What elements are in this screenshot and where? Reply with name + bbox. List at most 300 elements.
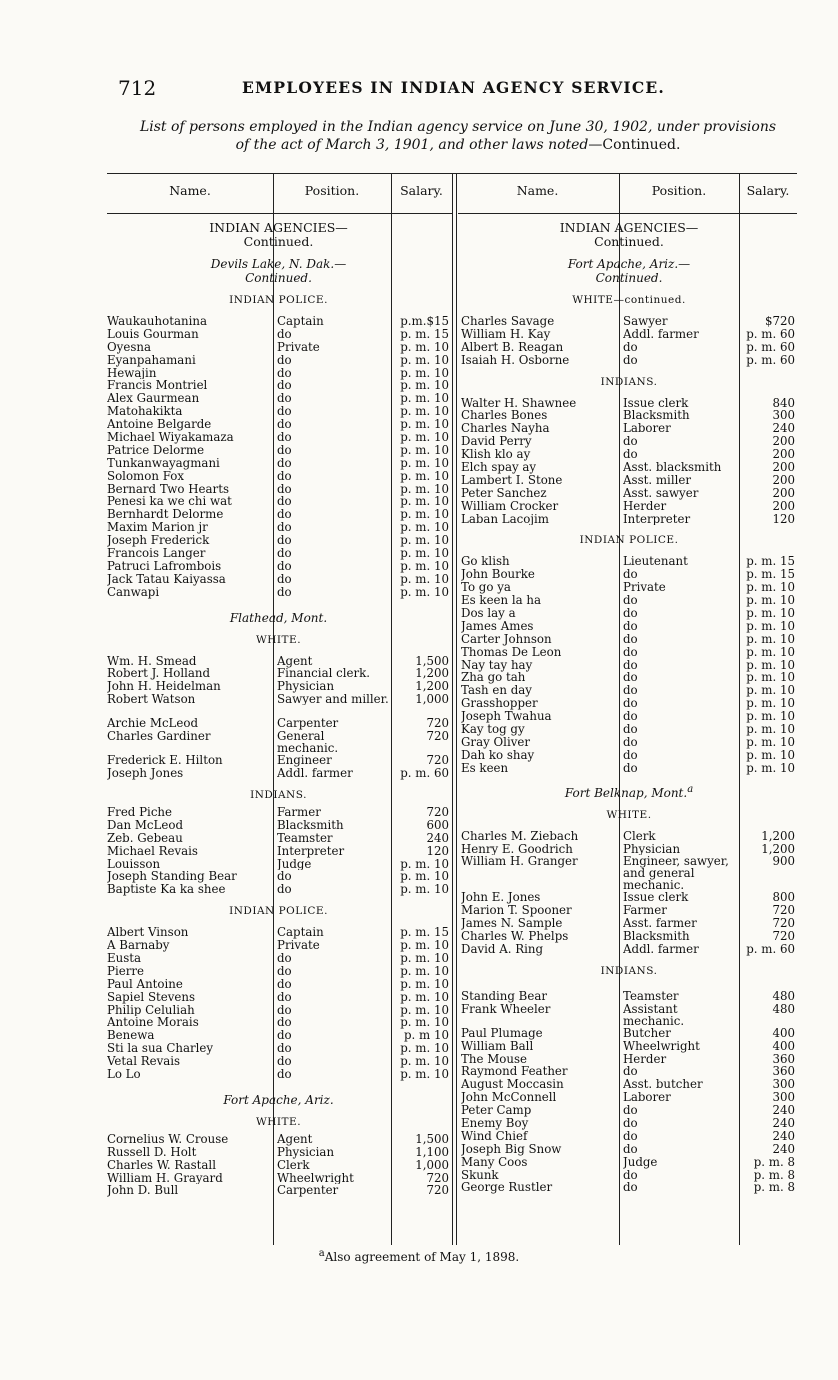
employee-salary: p. m. 10 — [746, 593, 795, 608]
employee-name: Waukauhotanina — [107, 315, 207, 328]
employee-name: Raymond Feather — [461, 1065, 568, 1079]
table-row — [461, 607, 797, 620]
employee-salary: 240 — [426, 830, 449, 845]
spacer — [461, 822, 797, 830]
employee-salary: $720 — [764, 314, 795, 328]
employee-name: Cornelius W. Crouse — [107, 1132, 229, 1146]
employee-salary: 240 — [772, 1115, 795, 1130]
footnote-marker: a — [318, 1248, 325, 1259]
employee-salary: p. m. 10 — [400, 1066, 449, 1081]
employee-name: Frank Wheeler — [461, 1002, 551, 1016]
employee-salary: p. m. 10 — [400, 365, 449, 380]
employee-position: do — [277, 495, 292, 509]
employee-salary: p. m. 10 — [400, 571, 449, 586]
employee-salary: p. m. 15 — [746, 567, 795, 582]
right-column — [461, 221, 797, 1194]
employee-salary: 720 — [772, 903, 795, 918]
table-row — [107, 767, 450, 780]
agency-location: Fort Apache, Ariz. — [223, 1092, 334, 1107]
employee-salary: p. m. 10 — [400, 963, 449, 978]
employee-name: Frederick E. Hilton — [107, 754, 223, 768]
table-row — [107, 405, 450, 418]
table-row — [461, 1104, 797, 1117]
employee-salary: p. m. 10 — [746, 683, 795, 698]
table-row — [461, 891, 797, 904]
employee-name: Klish klo ay — [461, 448, 531, 462]
table-row — [461, 1143, 797, 1156]
employee-name: Es keen — [461, 761, 509, 775]
employee-name: Francois Langer — [107, 547, 206, 560]
employee-salary: p. m. 10 — [400, 455, 449, 470]
table-row — [107, 806, 450, 819]
employee-position: do — [623, 658, 638, 672]
employee-name: Bernhardt Delorme — [107, 508, 224, 522]
employee-name: Antoine Belgarde — [107, 418, 212, 432]
group-label: INDIANS. — [250, 788, 307, 801]
employee-salary: 1,100 — [415, 1144, 449, 1159]
table-row — [107, 431, 450, 444]
agency-location-cont: Continued. — [595, 271, 663, 285]
employee-position: Clerk — [277, 1158, 310, 1172]
table-row — [107, 392, 450, 405]
employee-salary: p. m. 10 — [400, 442, 449, 457]
employee-name: Benewa — [107, 1029, 155, 1043]
table-row — [107, 470, 450, 483]
employee-name: Sapiel Stevens — [107, 990, 196, 1004]
table-row — [461, 500, 797, 513]
employee-salary: p. m. 10 — [400, 404, 449, 419]
employee-name: Dah ko shay — [461, 748, 535, 762]
employee-position: do — [623, 723, 638, 736]
employee-salary: p. m. 10 — [400, 950, 449, 965]
table-row — [461, 1117, 797, 1130]
employee-position: do — [277, 366, 292, 380]
spacer — [107, 780, 450, 788]
spacer — [461, 285, 797, 293]
table-row — [461, 1078, 797, 1091]
employee-position: do — [623, 607, 638, 620]
table-row — [461, 1003, 797, 1027]
table-row — [107, 819, 450, 832]
employee-name: Marion T. Spooner — [461, 904, 572, 918]
employee-name: John E. Jones — [461, 891, 541, 905]
agency-location-text: Fort Belknap, Mont. — [564, 785, 688, 800]
table-row — [107, 354, 450, 367]
employee-salary: 300 — [772, 1090, 795, 1105]
employee-name: Oyesna — [107, 340, 152, 354]
employee-position: do — [277, 392, 292, 406]
header-rule-left — [107, 213, 452, 214]
employee-position: Private — [277, 340, 320, 354]
employee-salary: 120 — [772, 511, 795, 526]
group-label: INDIAN POLICE. — [229, 905, 328, 918]
employee-name: Louis Gourman — [107, 327, 199, 341]
center-double-rule — [452, 173, 457, 1245]
employee-position: Physician — [623, 842, 681, 856]
employee-position: Physician — [277, 680, 335, 694]
table-row — [107, 1068, 450, 1081]
employee-salary: 300 — [772, 408, 795, 423]
employee-position: Judge — [277, 857, 312, 871]
employee-name: Es keen la ha — [461, 594, 542, 608]
employee-position: do — [623, 1142, 638, 1156]
employee-name: George Rustler — [461, 1181, 553, 1195]
employee-salary: 240 — [772, 1128, 795, 1143]
group-label: WHITE. — [606, 808, 652, 821]
table-row — [461, 448, 797, 461]
employee-salary: p. m. 10 — [400, 856, 449, 871]
employee-position: do — [277, 572, 292, 586]
table-row — [461, 1040, 797, 1053]
employee-salary: p. m. 10 — [400, 378, 449, 393]
employee-name: Wm. H. Smead — [107, 654, 197, 668]
header-rule-right — [458, 213, 797, 214]
employee-name: Enemy Boy — [461, 1116, 529, 1130]
employee-position: Clerk — [623, 829, 656, 843]
employee-name: Patruci Lafrombois — [107, 559, 222, 573]
footnote-text: Also agreement of May 1, 1898. — [324, 1250, 520, 1264]
employee-name: John Bourke — [461, 568, 535, 582]
employee-position: do — [623, 448, 638, 462]
employee-position: Lieutenant — [623, 555, 688, 569]
employee-name: Isaiah H. Osborne — [461, 353, 570, 367]
employee-position: do — [277, 327, 292, 341]
employee-name: Robert Watson — [107, 693, 196, 707]
table-row — [107, 483, 450, 496]
employee-salary: p. m. 10 — [400, 558, 449, 573]
employee-salary: 200 — [772, 447, 795, 462]
table-row — [107, 534, 450, 547]
employee-name: Patrice Delorme — [107, 443, 205, 457]
header-position-right: Position. — [651, 183, 707, 198]
employee-position: Agent — [277, 654, 313, 668]
spacer — [461, 307, 797, 315]
table-row — [461, 990, 797, 1003]
table-row — [107, 457, 450, 470]
employee-salary: 1,500 — [415, 653, 449, 668]
spacer — [461, 800, 797, 808]
employee-name: Robert J. Holland — [107, 667, 211, 681]
employee-position: do — [277, 870, 292, 884]
employee-name: Wind Chief — [461, 1129, 528, 1143]
section-heading: INDIAN AGENCIES— — [559, 220, 699, 235]
table-row — [461, 1091, 797, 1104]
employee-salary: p. m. 10 — [400, 533, 449, 548]
employee-salary: p. m. 60 — [746, 941, 795, 956]
employee-position: do — [277, 443, 292, 457]
spacer — [107, 647, 450, 655]
employee-name: Lambert I. Stone — [461, 473, 563, 487]
employee-position: Addl. farmer — [623, 327, 699, 341]
employee-name: Dos lay a — [461, 607, 516, 620]
employee-salary: p. m. 10 — [746, 670, 795, 685]
employee-position: Laborer — [623, 422, 671, 436]
employee-position: do — [277, 521, 292, 535]
employee-name: Hewajin — [107, 366, 157, 380]
employee-position: do — [623, 594, 638, 608]
employee-position: do — [623, 671, 638, 685]
employee-name: Alex Gaurmean — [107, 392, 200, 406]
employee-position: do — [277, 1016, 292, 1030]
employee-position: Herder — [623, 499, 667, 513]
employee-position: Wheelwright — [277, 1171, 354, 1185]
employee-position: Blacksmith — [277, 818, 344, 832]
spacer — [107, 896, 450, 904]
employee-position: do — [277, 418, 292, 432]
employee-position: Agent — [277, 1132, 313, 1146]
employee-position: do — [623, 435, 638, 449]
employee-name: Michael Revais — [107, 844, 198, 858]
employee-salary: p. m. 10 — [400, 546, 449, 561]
employee-name: Charles Gardiner — [107, 730, 211, 744]
employee-name: Michael Wiyakamaza — [107, 431, 234, 444]
employee-salary: p. m. 10 — [400, 494, 449, 509]
employee-position: Butcher — [623, 1026, 671, 1040]
employee-position: do — [277, 547, 292, 560]
employee-salary: p. m. 10 — [400, 938, 449, 953]
employee-salary: p. m. 10 — [400, 417, 449, 432]
employee-position: do — [623, 568, 638, 582]
employee-salary: p. m. 60 — [400, 766, 449, 781]
table-row — [107, 1029, 450, 1042]
table-row — [461, 943, 797, 956]
table-row — [461, 513, 797, 526]
employee-salary: p. m 10 — [404, 1028, 449, 1043]
employee-salary: 360 — [772, 1064, 795, 1079]
employee-name: Francis Montriel — [107, 379, 208, 393]
spacer — [461, 367, 797, 375]
table-row — [107, 495, 450, 508]
table-row — [107, 1146, 450, 1159]
employee-salary: p. m. 15 — [746, 554, 795, 569]
employee-name: Eyanpahamani — [107, 353, 196, 367]
table-row — [107, 1042, 450, 1055]
employee-salary: 480 — [772, 1001, 795, 1016]
employee-salary: p. m. 10 — [746, 606, 795, 621]
employee-position: Teamster — [623, 989, 679, 1003]
employee-salary: 1,200 — [415, 679, 449, 694]
employee-position: Sawyer and miller. — [277, 693, 389, 706]
spacer — [461, 956, 797, 964]
table-row — [107, 952, 450, 965]
table-row — [461, 409, 797, 422]
table-row — [107, 573, 450, 586]
employee-name: Carter Johnson — [461, 632, 552, 646]
table-row — [107, 1184, 450, 1197]
table-row — [461, 1065, 797, 1078]
table-row — [461, 633, 797, 646]
table-row — [461, 461, 797, 474]
employee-position: Laborer — [623, 1091, 671, 1105]
employee-position: do — [623, 748, 638, 762]
header-salary-right: Salary. — [746, 183, 790, 198]
employee-position: do — [623, 340, 638, 354]
employee-salary: p. m. 10 — [746, 657, 795, 672]
employee-name: Solomon Fox — [107, 469, 184, 483]
employee-salary: p. m. 10 — [400, 507, 449, 522]
employee-salary: p. m. 10 — [400, 989, 449, 1004]
spacer — [107, 1081, 450, 1093]
employee-position: Blacksmith — [623, 409, 690, 423]
employee-salary: p. m. 10 — [746, 644, 795, 659]
table-row — [107, 560, 450, 573]
employee-salary: p. m. 60 — [746, 352, 795, 367]
table-row — [461, 843, 797, 856]
table-row — [107, 926, 450, 939]
employee-salary: 360 — [772, 1051, 795, 1066]
table-row — [461, 1053, 797, 1066]
employee-position: do — [623, 619, 638, 633]
employee-salary: p. m. 10 — [746, 734, 795, 749]
table-row — [461, 315, 797, 328]
employee-name: Sti la sua Charley — [107, 1042, 214, 1056]
employee-position: do — [277, 469, 292, 483]
employee-position: do — [623, 645, 638, 659]
header-name-left: Name. — [169, 183, 211, 198]
page-number: 712 — [118, 76, 157, 100]
employee-name: Joseph Standing Bear — [107, 870, 237, 884]
employee-position: Assistant mechanic. — [623, 1002, 685, 1027]
spacer — [461, 978, 797, 990]
employee-position: Asst. sawyer — [623, 486, 699, 500]
table-row — [461, 646, 797, 659]
employee-position: do — [277, 456, 292, 470]
employee-salary: p. m. 10 — [746, 696, 795, 711]
table-row — [107, 521, 450, 534]
table-row — [461, 736, 797, 749]
employee-salary: p. m. 10 — [400, 1015, 449, 1030]
employee-name: Vetal Revais — [107, 1055, 181, 1068]
employee-name: Thomas De Leon — [461, 645, 562, 659]
employee-name: Joseph Twahua — [461, 710, 552, 724]
employee-name: Russell D. Holt — [107, 1145, 197, 1159]
employee-name: Joseph Big Snow — [461, 1142, 562, 1156]
group-label: INDIANS. — [600, 375, 658, 388]
employee-name: Henry E. Goodrich — [461, 842, 573, 856]
employee-salary: 120 — [426, 843, 449, 858]
employee-position: Farmer — [277, 805, 321, 819]
employee-position: Asst. blacksmith — [623, 461, 722, 474]
employee-name: Go klish — [461, 555, 510, 569]
employee-salary: 1,000 — [415, 692, 449, 707]
employee-salary: p. m. 10 — [400, 339, 449, 354]
agency-location — [461, 783, 797, 800]
employee-salary: 400 — [772, 1025, 795, 1040]
employee-salary: p. m. 15 — [400, 925, 449, 940]
table-row — [461, 917, 797, 930]
spacer — [461, 249, 797, 257]
employee-salary: 240 — [772, 1141, 795, 1156]
employee-salary: 200 — [772, 460, 795, 475]
table-row — [107, 655, 450, 668]
table-row — [107, 367, 450, 380]
table-row — [461, 354, 797, 367]
agency-location: Devils Lake, N. Dak.— — [210, 257, 347, 271]
employee-salary: 900 — [772, 854, 795, 869]
employee-position: Captain — [277, 926, 324, 940]
employee-position: Sawyer — [623, 315, 668, 328]
employee-salary: p. m. 10 — [400, 584, 449, 599]
employee-salary: p.m.$15 — [400, 314, 449, 328]
employee-salary: 800 — [772, 890, 795, 905]
employee-name: Zha go tah — [461, 671, 526, 685]
employee-salary: 1,000 — [415, 1157, 449, 1172]
employee-name: Laban Lacojim — [461, 512, 549, 526]
table-row — [461, 749, 797, 762]
table-row — [107, 328, 450, 341]
employee-salary: p. m. 10 — [400, 1002, 449, 1017]
employee-position: Carpenter — [277, 1184, 339, 1198]
employee-position: Wheelwright — [623, 1039, 700, 1053]
running-head: EMPLOYEES IN INDIAN AGENCY SERVICE. — [242, 78, 666, 97]
employee-salary: p. m. 10 — [400, 430, 449, 445]
employee-name: Tash en day — [461, 684, 532, 698]
employee-salary: p. m. 10 — [400, 1054, 449, 1069]
section-heading-cont: Continued. — [243, 234, 314, 249]
employee-position: Interpreter — [277, 844, 345, 858]
employee-name: Louisson — [107, 857, 161, 871]
table-row — [107, 883, 450, 896]
employee-name: Walter H. Shawnee — [461, 396, 577, 410]
employee-position: do — [277, 951, 292, 965]
employee-salary: p. m. 10 — [400, 520, 449, 535]
table-row — [107, 754, 450, 767]
employee-name: Many Coos — [461, 1155, 528, 1169]
group-label: INDIAN POLICE. — [579, 534, 679, 547]
spacer — [107, 599, 450, 611]
employee-name: David A. Ring — [461, 942, 544, 956]
table-row — [107, 870, 450, 883]
employee-name: Eusta — [107, 951, 142, 965]
employee-name: Peter Sanchez — [461, 486, 547, 500]
footnote-ref: a — [687, 783, 694, 795]
spacer — [107, 249, 450, 257]
employee-name: Bernard Two Hearts — [107, 482, 229, 496]
employee-name: Joseph Frederick — [107, 534, 210, 548]
employee-position: General mechanic. — [277, 730, 339, 755]
employee-position: Judge — [623, 1155, 658, 1169]
employee-salary: 1,200 — [761, 841, 795, 856]
employee-position: do — [623, 1168, 638, 1182]
employee-salary: 300 — [772, 1077, 795, 1092]
table-row — [107, 667, 450, 680]
employee-name: Charles Savage — [461, 315, 555, 328]
employee-salary: p. m. 10 — [400, 352, 449, 367]
employee-name: Canwapi — [107, 585, 160, 599]
employee-position: Addl. farmer — [623, 942, 699, 956]
table-row — [107, 1016, 450, 1029]
employee-name: Matohakikta — [107, 405, 183, 419]
employee-position: Addl. farmer — [277, 767, 353, 780]
employee-position: do — [623, 1065, 638, 1079]
employee-name: William Crocker — [461, 499, 559, 513]
employee-name: Dan McLeod — [107, 818, 183, 832]
section-heading: INDIAN AGENCIES— — [209, 220, 348, 235]
table-row — [461, 762, 797, 775]
employee-name: Charles W. Rastall — [107, 1158, 216, 1172]
header-salary-left: Salary. — [400, 183, 443, 198]
employee-salary: p. m. 10 — [746, 747, 795, 762]
employee-position: do — [277, 1067, 292, 1081]
employee-salary: p. m. 10 — [400, 481, 449, 496]
employee-position: do — [623, 1129, 638, 1143]
employee-name: Paul Antoine — [107, 977, 183, 991]
table-row — [461, 422, 797, 435]
employee-position: do — [277, 883, 292, 897]
employee-position: do — [623, 632, 638, 646]
employee-salary: p. m. 10 — [746, 760, 795, 775]
table-row — [107, 315, 450, 328]
